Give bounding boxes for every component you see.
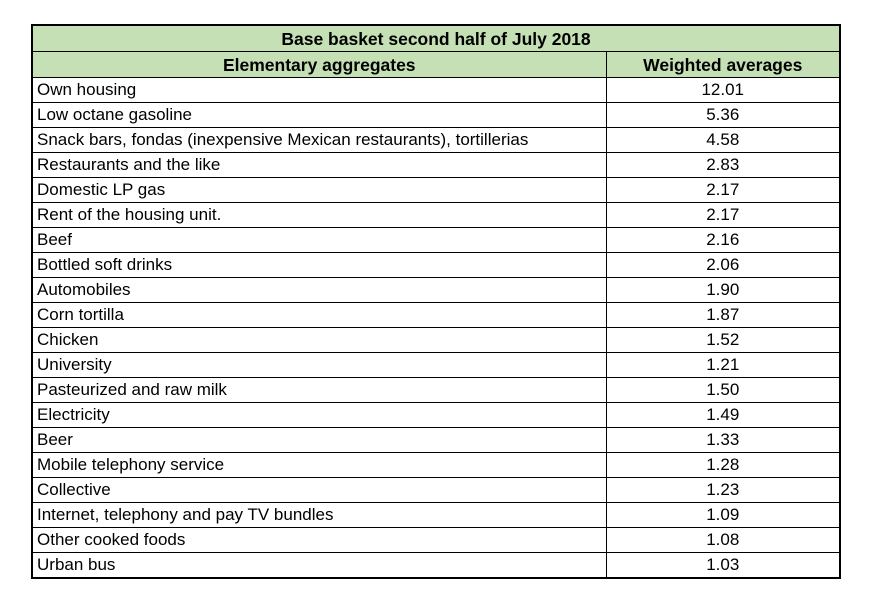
weighted-average-cell: 1.28	[606, 453, 840, 478]
weighted-average-cell: 1.09	[606, 503, 840, 528]
weighted-average-cell: 1.03	[606, 553, 840, 579]
table-row	[32, 153, 840, 178]
elementary-aggregate-cell: Pasteurized and raw milk	[32, 378, 606, 403]
elementary-aggregate-cell: Collective	[32, 478, 606, 503]
elementary-aggregate-cell: Bottled soft drinks	[32, 253, 606, 278]
table-title: Base basket second half of July 2018	[32, 25, 840, 52]
elementary-aggregate-cell: Internet, telephony and pay TV bundles	[32, 503, 606, 528]
column-header-elementary-aggregates: Elementary aggregates	[32, 52, 606, 78]
elementary-aggregate-cell: Snack bars, fondas (inexpensive Mexican restaurants), tortillerias	[32, 128, 606, 153]
table-row	[32, 328, 840, 353]
table-title-row	[32, 25, 840, 52]
elementary-aggregate-cell: Mobile telephony service	[32, 453, 606, 478]
table-row	[32, 503, 840, 528]
weighted-average-cell: 1.08	[606, 528, 840, 553]
elementary-aggregate-cell: Rent of the housing unit.	[32, 203, 606, 228]
weighted-average-cell: 12.01	[606, 78, 840, 103]
elementary-aggregate-cell: Electricity	[32, 403, 606, 428]
elementary-aggregate-cell: Other cooked foods	[32, 528, 606, 553]
weighted-average-cell: 1.50	[606, 378, 840, 403]
weighted-average-cell: 1.49	[606, 403, 840, 428]
table-row	[32, 78, 840, 103]
weighted-average-cell: 2.17	[606, 203, 840, 228]
table-row	[32, 253, 840, 278]
weighted-average-cell: 1.87	[606, 303, 840, 328]
weighted-average-cell: 2.83	[606, 153, 840, 178]
table-row	[32, 403, 840, 428]
elementary-aggregate-cell: Beer	[32, 428, 606, 453]
table-row	[32, 353, 840, 378]
weighted-average-cell: 1.21	[606, 353, 840, 378]
weighted-average-cell: 1.23	[606, 478, 840, 503]
elementary-aggregate-cell: Own housing	[32, 78, 606, 103]
weighted-average-cell: 4.58	[606, 128, 840, 153]
weighted-average-cell: 1.33	[606, 428, 840, 453]
table-row	[32, 128, 840, 153]
elementary-aggregate-cell: Domestic LP gas	[32, 178, 606, 203]
elementary-aggregate-cell: Low octane gasoline	[32, 103, 606, 128]
column-header-weighted-averages: Weighted averages	[606, 52, 840, 78]
table-row	[32, 228, 840, 253]
table-row	[32, 553, 840, 579]
table-row	[32, 478, 840, 503]
weighted-average-cell: 5.36	[606, 103, 840, 128]
elementary-aggregate-cell: Corn tortilla	[32, 303, 606, 328]
table-row	[32, 428, 840, 453]
table-row	[32, 453, 840, 478]
weighted-average-cell: 2.06	[606, 253, 840, 278]
weighted-average-cell: 1.52	[606, 328, 840, 353]
elementary-aggregate-cell: Restaurants and the like	[32, 153, 606, 178]
table-body	[32, 78, 840, 579]
elementary-aggregate-cell: Urban bus	[32, 553, 606, 579]
table-row	[32, 378, 840, 403]
table-header-row	[32, 52, 840, 78]
table-row	[32, 203, 840, 228]
table-row	[32, 303, 840, 328]
table-row	[32, 103, 840, 128]
elementary-aggregate-cell: University	[32, 353, 606, 378]
elementary-aggregate-cell: Automobiles	[32, 278, 606, 303]
table-row	[32, 178, 840, 203]
base-basket-table	[31, 24, 841, 579]
elementary-aggregate-cell: Beef	[32, 228, 606, 253]
weighted-average-cell: 2.17	[606, 178, 840, 203]
elementary-aggregate-cell: Chicken	[32, 328, 606, 353]
weighted-average-cell: 2.16	[606, 228, 840, 253]
table-row	[32, 528, 840, 553]
weighted-average-cell: 1.90	[606, 278, 840, 303]
table-row	[32, 278, 840, 303]
